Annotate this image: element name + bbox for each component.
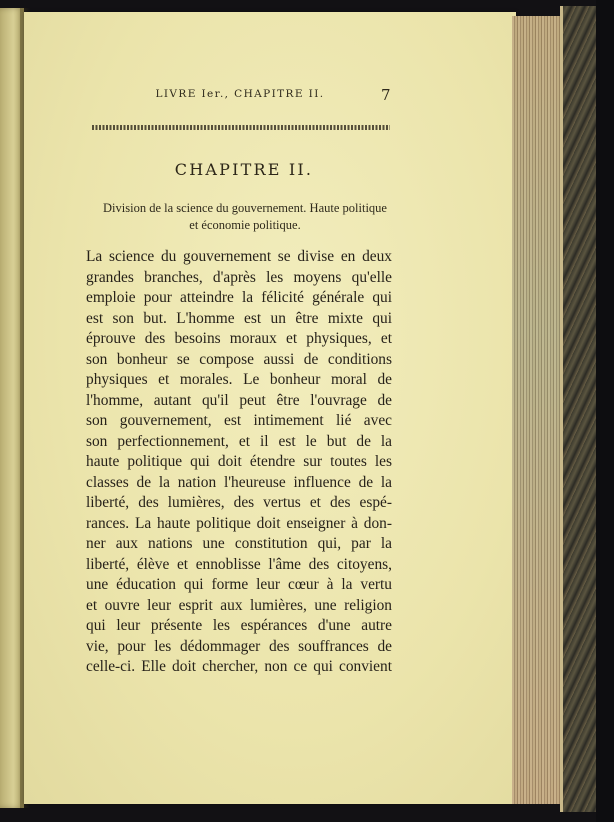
- text-line: ner aux nations une constitution qui, par la: [86, 535, 392, 552]
- text-line: haute politique qui doit étendre sur toutes les: [86, 453, 392, 470]
- text-line: éprouve des besoins moraux et physiques, et: [86, 330, 392, 347]
- text-line: celle-ci. Elle doit chercher, non ce qui convient: [86, 658, 392, 675]
- text-line: liberté, élève et ennoblisse l'âme des citoyens,: [86, 555, 392, 573]
- text-line: est son but. L'homme est un être mixte qui: [86, 309, 392, 327]
- chapter-subtitle: [84, 200, 406, 234]
- text-line: liberté, des lumières, des vertus et des espé-: [86, 494, 392, 511]
- text-line: son gouvernement, est intimement lié avec: [86, 412, 392, 429]
- running-head: LIVRE Ier., CHAPITRE II.: [155, 88, 325, 100]
- text-line: son bonheur se compose aussi de conditions: [86, 350, 392, 368]
- text-line: une éducation qui forme leur cœur à la vertu: [86, 576, 392, 593]
- text-line: rances. La haute politique doit enseigner à don-: [86, 514, 392, 532]
- subtitle-line: Division de la science du gouvernement. Haute politique: [103, 201, 387, 215]
- ornament-rule: [92, 125, 390, 130]
- text-line: son perfectionnement, et il est le but de la: [86, 432, 392, 450]
- chapter-title: CHAPITRE II.: [174, 160, 314, 179]
- background-edge: [596, 0, 614, 822]
- marbled-cover: [560, 6, 599, 812]
- text-line: classes de la nation l'heureuse influence de la: [86, 473, 392, 491]
- page-number: 7: [381, 86, 391, 104]
- text-line: qui leur présente les espérances d'une autre: [86, 617, 392, 634]
- text-line: grandes branches, d'après les moyens qu'elle: [86, 268, 392, 286]
- text-line: et ouvre leur esprit aux lumières, une religion: [86, 596, 392, 614]
- text-line: vie, pour les dédommager des souffrances de: [86, 637, 392, 655]
- text-line: physiques et morales. Le bonheur moral de: [86, 371, 392, 388]
- text-line: l'homme, autant qu'il peut être l'ouvrage de: [86, 391, 392, 409]
- text-line: La science du gouvernement se divise en deux: [86, 248, 392, 265]
- body-text: [86, 247, 392, 678]
- text-line: emploie pour atteindre la félicité générale qui: [86, 289, 392, 306]
- subtitle-line: et économie politique.: [189, 218, 301, 232]
- page-edges: [512, 16, 560, 804]
